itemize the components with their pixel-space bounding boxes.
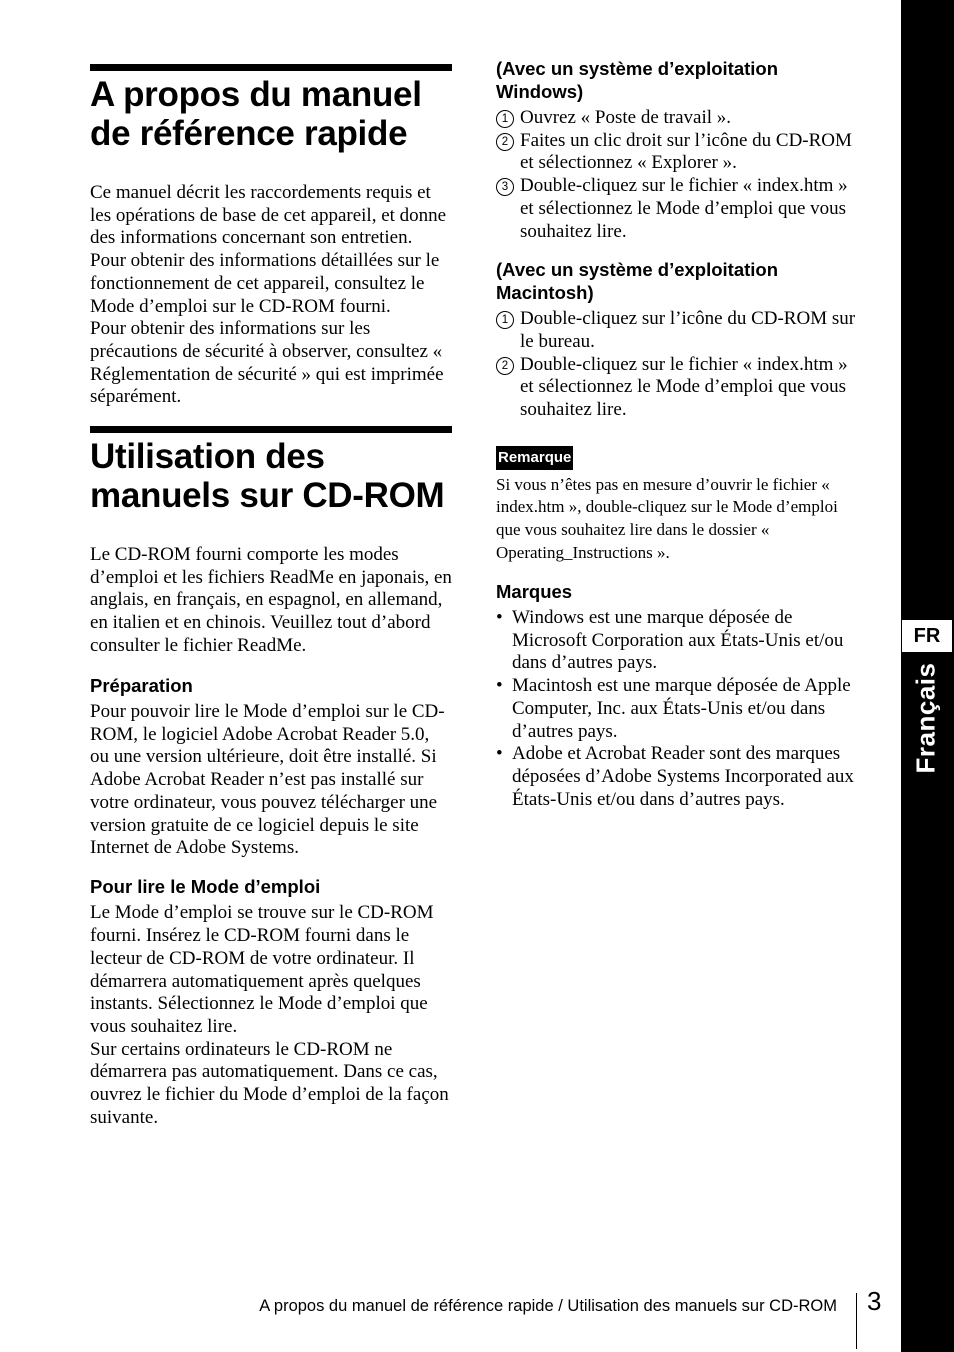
step-item xyxy=(496,308,856,353)
section-title-cdrom: Utilisation des manuels sur CD-ROM xyxy=(90,437,445,515)
about-paragraph-2: Pour obtenir des informations détaillées sur le fonctionnement de cet appareil, consultez le Mode d’emploi sur le CD-ROM fourni. xyxy=(90,250,440,317)
bullet-icon: • xyxy=(496,607,503,629)
macintosh-steps xyxy=(496,308,856,422)
footer-divider xyxy=(856,1293,857,1349)
list-item xyxy=(496,675,856,743)
about-paragraph-3: Pour obtenir des informations sur les précautions de sécurité à observer, consultez « Réglementation de sécurité » qui est imprimée séparément. xyxy=(90,318,444,408)
list-item xyxy=(496,607,856,675)
section-title-about: A propos du manuel de référence rapide xyxy=(90,75,422,153)
trademark-text: Macintosh est une marque déposée de Apple Computer, Inc. aux États-Unis et/ou dans d’autres pays. xyxy=(512,675,851,742)
step-text: Double-cliquez sur l’icône du CD-ROM sur le bureau. xyxy=(520,308,856,352)
step-item xyxy=(496,130,856,175)
step-item xyxy=(496,175,856,243)
note-text: Si vous n’êtes pas en mesure d’ouvrir le fichier « index.htm », double-cliquez sur le Mode d’emploi que vous souhaitez lire dans le dossier « Operating_Instructions ». xyxy=(496,474,838,562)
language-label: Français xyxy=(910,662,941,774)
step-number-2-icon: 2 xyxy=(496,357,514,375)
running-footer: A propos du manuel de référence rapide / Utilisation des manuels sur CD-ROM xyxy=(259,1297,837,1315)
step-item xyxy=(496,107,856,130)
step-number-1-icon: 1 xyxy=(496,311,514,329)
page-number: 3 xyxy=(867,1286,882,1316)
macintosh-heading: (Avec un système d’exploitation Macintosh) xyxy=(496,259,779,303)
bullet-icon: • xyxy=(496,675,503,697)
section-rule xyxy=(90,64,452,71)
reading-paragraph-1: Le Mode d’emploi se trouve sur le CD-ROM fourni. Insérez le CD-ROM fourni dans le lecteur de CD-ROM de votre ordinateur. Il démarrera automatiquement après quelques instants. Sélectionnez le Mode d’emploi que vous souhaitez lire. xyxy=(90,902,434,1037)
step-text: Double-cliquez sur le fichier « index.htm » et sélectionnez le Mode d’emploi que vous souhaitez lire. xyxy=(520,353,848,421)
preparation-text: Pour pouvoir lire le Mode d’emploi sur le CD-ROM, le logiciel Adobe Acrobat Reader 5.0, ou une version ultérieure, doit être installé. Si Adobe Acrobat Reader n’est pas installé sur votre ordinateur, vous pouvez télécharger une version gratuite de ce logiciel depuis le site Internet de Adobe Systems. xyxy=(90,701,445,859)
left-column xyxy=(90,64,452,1130)
trademarks-heading: Marques xyxy=(496,580,573,602)
language-code-badge: FR xyxy=(902,620,952,652)
reading-paragraph-2: Sur certains ordinateurs le CD-ROM ne démarrera pas automatiquement. Dans ce cas, ouvrez le fichier du Mode d’emploi de la façon suivante. xyxy=(90,1038,449,1128)
step-text: Double-cliquez sur le fichier « index.htm » et sélectionnez le Mode d’emploi que vous souhaitez lire. xyxy=(520,175,848,242)
about-paragraph-1: Ce manuel décrit les raccordements requis et les opérations de base de cet appareil, et donne des informations concernant son entretien. xyxy=(90,182,447,249)
step-number-1-icon: 1 xyxy=(496,110,514,128)
windows-heading: (Avec un système d’exploitation Windows) xyxy=(496,58,779,102)
step-text: Ouvrez « Poste de travail ». xyxy=(520,107,732,128)
trademark-text: Adobe et Acrobat Reader sont des marques déposées d’Adobe Systems Incorporated aux États-Unis et/ou dans d’autres pays. xyxy=(512,743,854,810)
bullet-icon: • xyxy=(496,743,503,765)
reading-heading: Pour lire le Mode d’emploi xyxy=(90,875,321,897)
trademarks-list xyxy=(496,607,856,811)
windows-steps xyxy=(496,107,856,243)
right-column xyxy=(496,58,856,811)
step-number-3-icon: 3 xyxy=(496,178,514,196)
step-text: Faites un clic droit sur l’icône du CD-ROM et sélectionnez « Explorer ». xyxy=(520,129,852,174)
section-rule xyxy=(90,426,452,433)
list-item xyxy=(496,743,856,811)
cdrom-intro: Le CD-ROM fourni comporte les modes d’emploi et les fichiers ReadMe en japonais, en anglais, en français, en espagnol, en allemand, en italien et en chinois. Veuillez tout d’abord consulter le fichier ReadMe. xyxy=(90,544,452,656)
note-badge: Remarque xyxy=(496,446,573,470)
step-item xyxy=(496,354,856,422)
trademark-text: Windows est une marque déposée de Microsoft Corporation aux États-Unis et/ou dans d’autres pays. xyxy=(512,607,844,674)
preparation-heading: Préparation xyxy=(90,674,193,696)
step-number-2-icon: 2 xyxy=(496,133,514,151)
